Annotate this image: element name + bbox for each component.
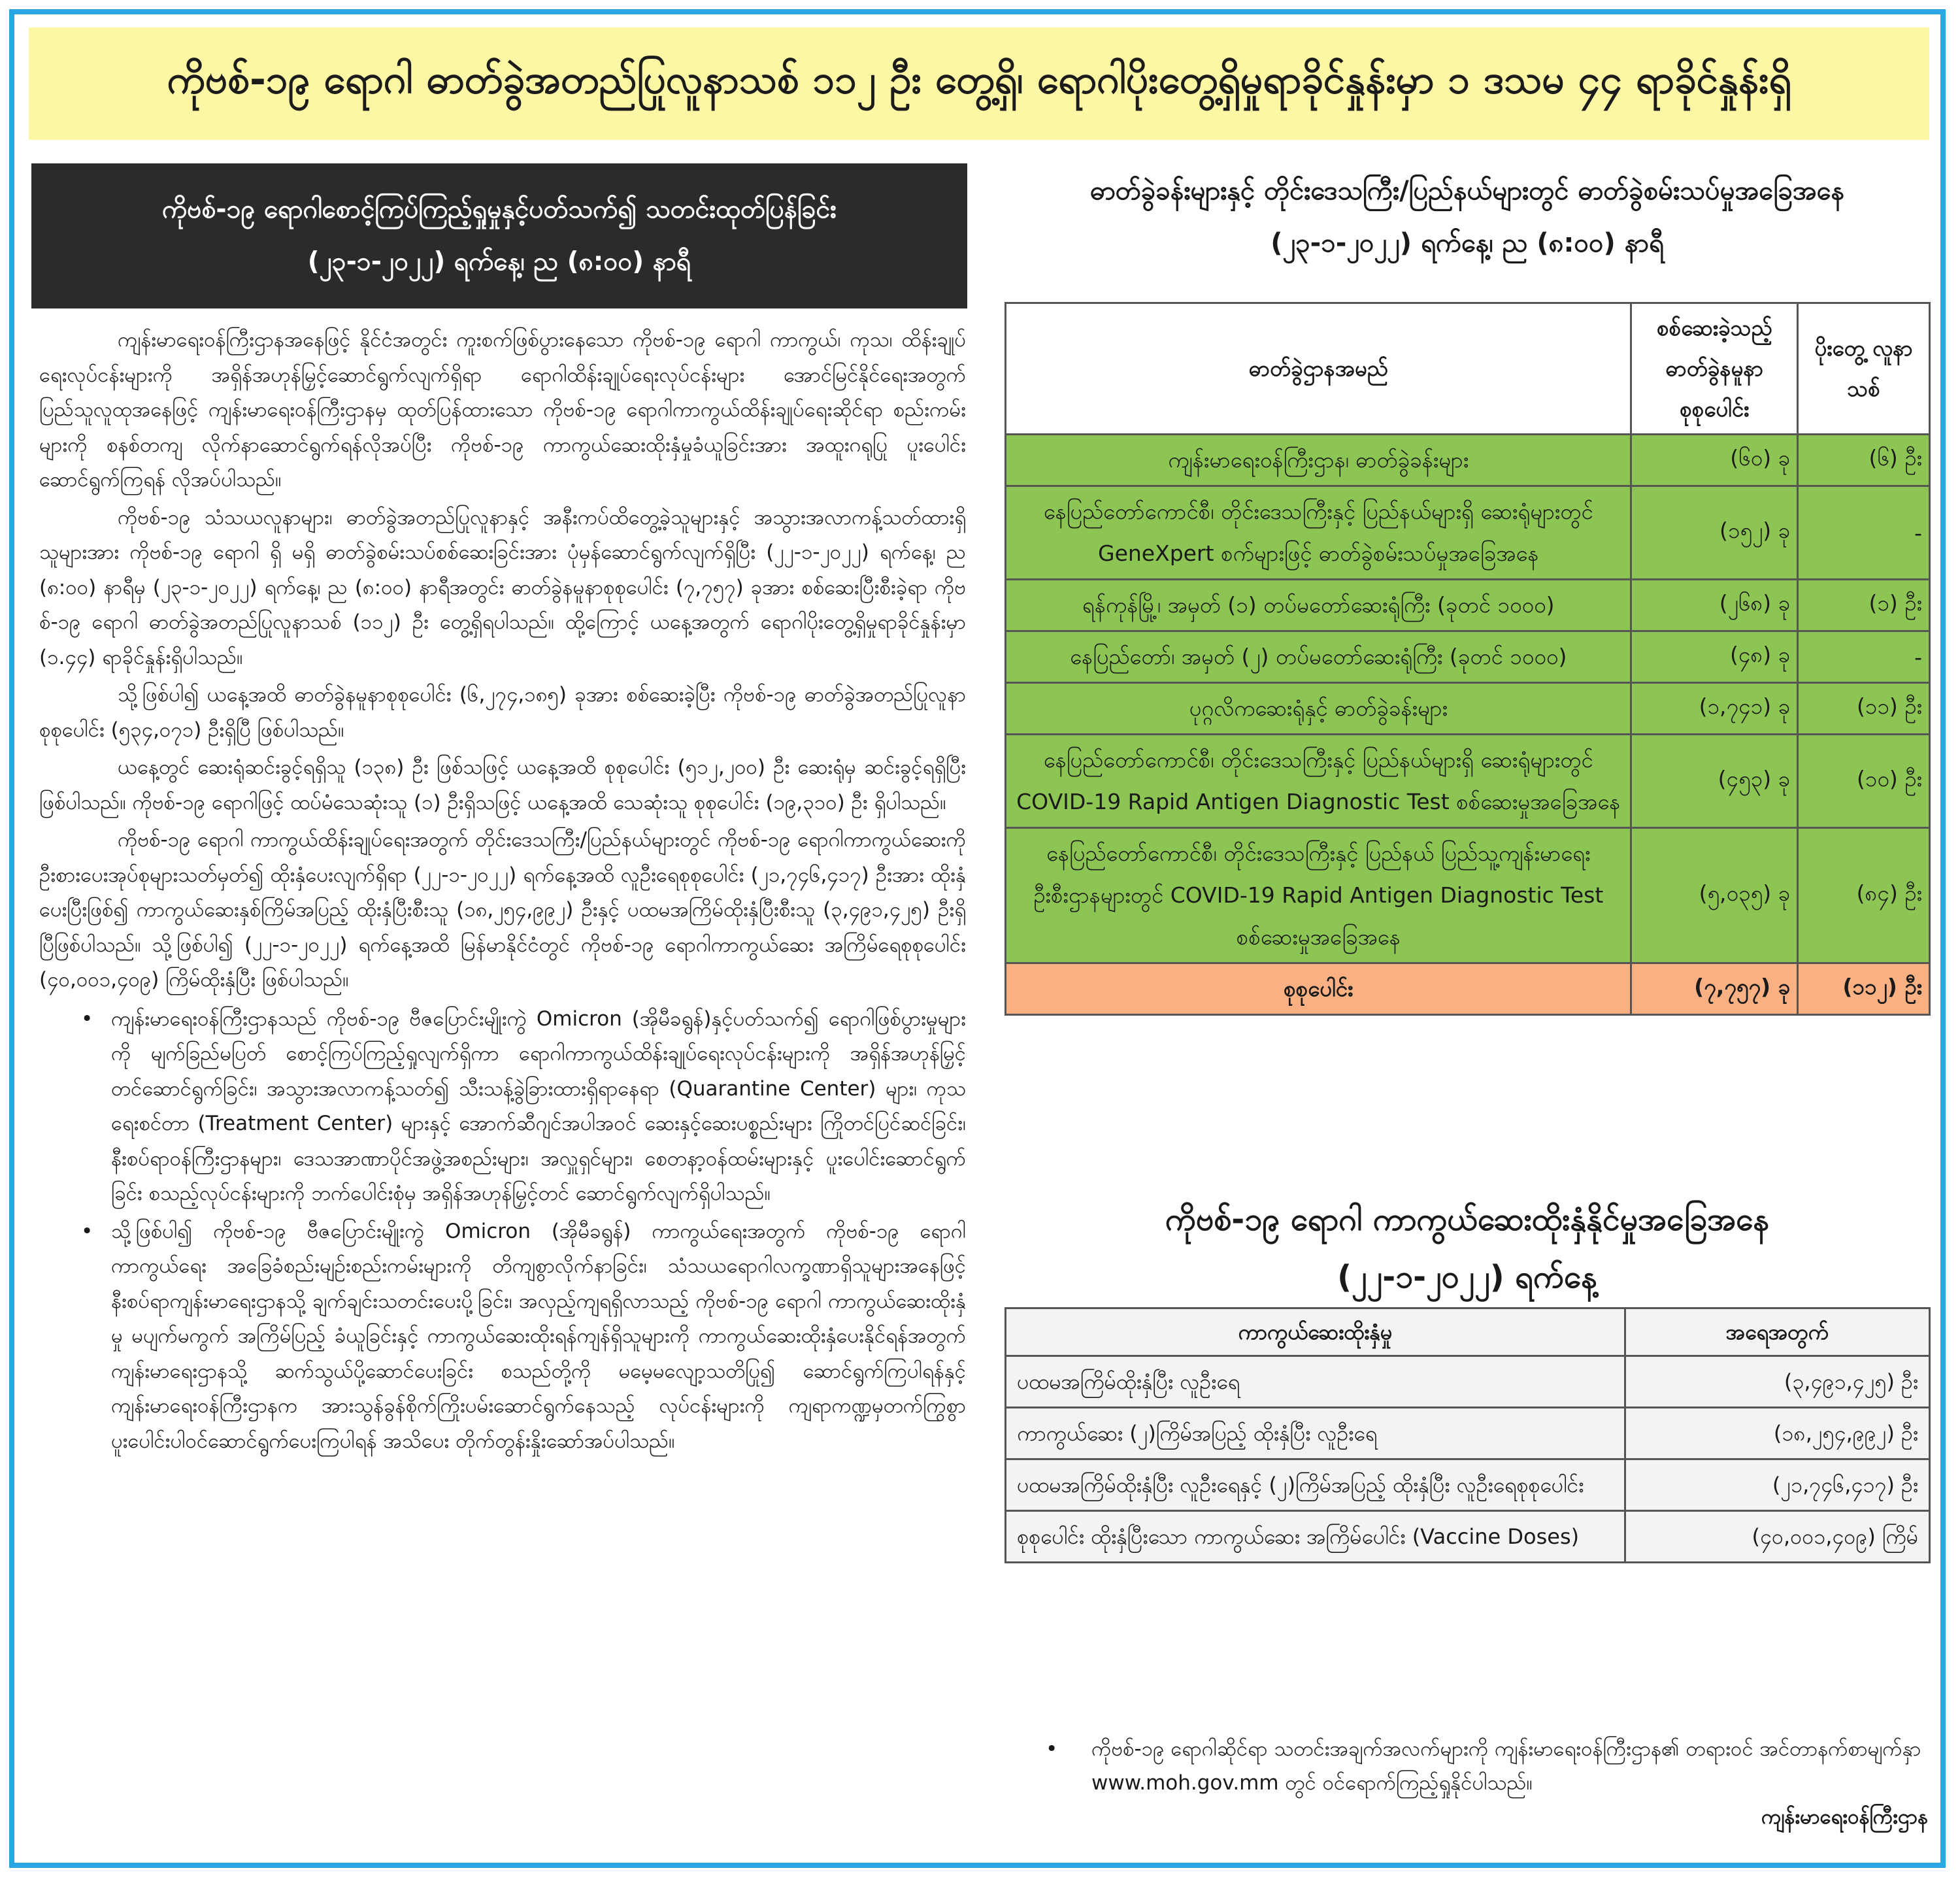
column-header-cases: ပိုးတွေ့ လူနာသစ်	[1798, 303, 1930, 435]
vaccination-label: ပထမအကြိမ်ထိုးနှံပြီး လူဦးရေ	[1006, 1356, 1625, 1408]
case-count: (၈၄) ဦး	[1798, 828, 1930, 963]
table-row	[1006, 580, 1930, 631]
sample-count: (၁၅၂) ခု	[1631, 486, 1798, 580]
vaccination-header	[1000, 1191, 1935, 1306]
vaccination-title: ကိုဗစ်-၁၉ ရောဂါ ကာကွယ်ဆေးထိုးနှံနိုင်မှုအခြေအနေ	[1165, 1201, 1770, 1238]
bullet-icon: •	[1046, 1737, 1058, 1761]
lab-testing-table	[1005, 302, 1931, 1016]
table-row	[1006, 1511, 1930, 1563]
column-header-lab: ဓာတ်ခွဲဌာနအမည်	[1006, 303, 1631, 435]
lab-name: နေပြည်တော်ကောင်စီ၊ တိုင်းဒေသကြီးနှင့် ပြည်နယ်များရှိ ဆေးရုံများတွင် GeneXpert စက်များဖြင့် ဓာတ်ခွဲစမ်းသပ်မှုအခြေအနေ	[1006, 486, 1631, 580]
table-header-row	[1006, 1308, 1930, 1356]
bullet-item: • သို့ဖြစ်ပါ၍ ကိုဗစ်-၁၉ ဗီဇပြောင်းမျိုးကွဲ Omicron (အိုမီခရွန်) ကာကွယ်ရေးအတွက် ကိုဗစ်-၁၉ ရောဂါ ကာကွယ်ရေး အခြေခံစည်းမျဉ်းစည်းကမ်းများကို တိကျစွာလိုက်နာခြင်း၊ သံသယရောဂါလက္ခဏာရှိသူများအနေဖြင့် နီးစပ်ရာကျန်းမာရေးဌာနသို့ ချက်ချင်းသတင်းပေးပို့ခြင်း၊ အလှည့်ကျရရှိလာသည့် ကိုဗစ်-၁၉ ရောဂါ ကာကွယ်ဆေးထိုးနှံမှု မပျက်မကွက် အကြိမ်ပြည့် ခံယူခြင်းနှင့် ကာကွယ်ဆေးထိုးရန်ကျန်ရှိသူများကို ကာကွယ်ဆေးထိုးနှံပေးနိုင်ရန်အတွက် ကျန်းမာရေးဌာနသို့ ဆက်သွယ်ပို့ဆောင်ပေးခြင်း စသည်တို့ကို မမေ့မလျော့သတိပြု၍ ဆောင်ရွက်ကြပါရန်နှင့် ကျန်းမာရေးဝန်ကြီးဌာနက အားသွန်ခွန်စိုက်ကြိုးပမ်းဆောင်ရွက်နေသည့် လုပ်ငန်းများကို ကျရာကဏ္ဍမှတက်ကြွစွာ ပူးပေါင်းပါဝင်ဆောင်ရွက်ပေးကြပါရန် အသိပေး တိုက်တွန်းနှိုးဆော်အပ်ပါသည်။	[39, 1214, 966, 1459]
lab-name: နေပြည်တော်၊ အမှတ် (၂) တပ်မတော်ဆေးရုံကြီး (ခုတင် ၁၀၀၀)	[1006, 631, 1631, 683]
lab-testing-title: ဓာတ်ခွဲခန်းများနှင့် တိုင်းဒေသကြီး/ပြည်နယ်များတွင် ဓာတ်ခွဲစမ်းသပ်မှုအခြေအနေ	[1089, 176, 1845, 206]
case-count: (၆) ဦး	[1798, 435, 1930, 486]
paragraph: ကျန်းမာရေးဝန်ကြီးဌာနအနေဖြင့် နိုင်ငံအတွင်း ကူးစက်ဖြစ်ပွားနေသော ကိုဗစ်-၁၉ ရောဂါ ကာကွယ်၊ ကုသ၊ ထိန်းချုပ်ရေးလုပ်ငန်းများကို အရှိန်အဟုန်မြှင့်ဆောင်ရွက်လျက်ရှိရာ ရောဂါထိန်းချုပ်ရေးလုပ်ငန်းများ အောင်မြင်နိုင်ရေးအတွက် ပြည်သူလူထုအနေဖြင့် ကျန်းမာရေးဝန်ကြီးဌာနမှ ထုတ်ပြန်ထားသော ကိုဗစ်-၁၉ ရောဂါကာကွယ်ထိန်းချုပ်ရေးဆိုင်ရာ စည်းကမ်းများကို စနစ်တကျ လိုက်နာဆောင်ရွက်ရန်လိုအပ်ပြီး ကိုဗစ်-၁၉ ကာကွယ်ဆေးထိုးနှံမှုခံယူခြင်းအား အထူးဂရုပြု ပူးပေါင်းဆောင်ရွက်ကြရန် လိုအပ်ပါသည်။	[39, 328, 966, 491]
total-cases: (၁၁၂) ဦး	[1798, 963, 1930, 1015]
table-header-row	[1006, 303, 1930, 435]
sample-count: (၁,၇၄၁) ခု	[1631, 683, 1798, 735]
paragraph: ယနေ့တွင် ဆေးရုံဆင်းခွင့်ရရှိသူ (၁၃၈) ဦး ဖြစ်သဖြင့် ယနေ့အထိ စုစုပေါင်း (၅၁၂,၂၀၀) ဦး ဆေးရုံမှ ဆင်းခွင့်ရရှိပြီး ဖြစ်ပါသည်။ ကိုဗစ်-၁၉ ရောဂါဖြင့် ထပ်မံသေဆုံးသူ (၁) ဦးရှိသဖြင့် ယနေ့အထိ သေဆုံးသူ စုစုပေါင်း (၁၉,၃၁၀) ဦး ရှိပါသည်။	[39, 756, 966, 814]
case-count: (၁၀) ဦး	[1798, 735, 1930, 828]
vaccination-value: (၃,၄၉၁,၄၂၅) ဦး	[1625, 1356, 1929, 1408]
total-label: စုစုပေါင်း	[1006, 963, 1631, 1015]
sample-count: (၄၈) ခု	[1631, 631, 1798, 683]
sample-count: (၆၀) ခု	[1631, 435, 1798, 486]
table-row	[1006, 1408, 1930, 1459]
signature: ကျန်းမာရေးဝန်ကြီးဌာန	[1761, 1805, 1928, 1829]
press-release-body	[39, 323, 966, 1461]
vaccination-table	[1005, 1307, 1931, 1563]
vaccination-value: (၂၁,၇၄၆,၄၁၇) ဦး	[1625, 1459, 1929, 1511]
case-count: (၁) ဦး	[1798, 580, 1930, 631]
table-row	[1006, 486, 1930, 580]
table-row	[1006, 1459, 1930, 1511]
footer-text: ကိုဗစ်-၁၉ ရောဂါဆိုင်ရာ သတင်းအချက်အလက်များကို ကျန်းမာရေးဝန်ကြီးဌာန၏ တရားဝင် အင်တာနက်စာမျက်နှာ www.moh.gov.mm တွင် ဝင်ရောက်ကြည့်ရှုနိုင်ပါသည်။	[1091, 1737, 1921, 1795]
press-release-header	[31, 163, 967, 308]
sample-count: (၄၅၃) ခု	[1631, 735, 1798, 828]
lab-name: နေပြည်တော်ကောင်စီ၊ တိုင်းဒေသကြီးနှင့် ပြည်နယ် ပြည်သူ့ကျန်းမာရေးဦးစီးဌာနများတွင် COVID-19 Rapid Antigen Diagnostic Test စစ်ဆေးမှုအခြေအနေ	[1006, 828, 1631, 963]
vaccination-value: (၄၀,၀၀၁,၄၀၉) ကြိမ်	[1625, 1511, 1929, 1563]
vaccination-label: ပထမအကြိမ်ထိုးနှံပြီး လူဦးရေနှင့် (၂)ကြိမ်အပြည့် ထိုးနှံပြီး လူဦးရေစုစုပေါင်း	[1006, 1459, 1625, 1511]
table-row	[1006, 631, 1930, 683]
press-release-date: (၂၃-၁-၂၀၂၂) ရက်နေ့၊ ည (၈:၀၀) နာရီ	[307, 247, 691, 276]
bullet-item: • ကျန်းမာရေးဝန်ကြီးဌာနသည် ကိုဗစ်-၁၉ ဗီဇပြောင်းမျိုးကွဲ Omicron (အိုမီခရွန်)နှင့်ပတ်သက်၍ ရောဂါဖြစ်ပွားမှုများကို မျက်ခြည်မပြတ် စောင့်ကြပ်ကြည့်ရှုလျက်ရှိကာ ရောဂါကာကွယ်ထိန်းချုပ်ရေးလုပ်ငန်းများကို အရှိန်အဟုန်မြှင့်တင်ဆောင်ရွက်ခြင်း၊ အသွားအလာကန့်သတ်၍ သီးသန့်ခွဲခြားထားရှိရာနေရာ (Quarantine Center) များ၊ ကုသရေးစင်တာ (Treatment Center) များနှင့် အောက်ဆီဂျင်အပါအဝင် ဆေးနှင့်ဆေးပစ္စည်းများ ကြိုတင်ပြင်ဆင်ခြင်း၊ နီးစပ်ရာဝန်ကြီးဌာနများ၊ ဒေသအာဏာပိုင်အဖွဲ့အစည်းများ၊ အလှူရှင်များ၊ စေတနာ့ဝန်ထမ်းများနှင့် ပူးပေါင်းဆောင်ရွက်ခြင်း စသည့်လုပ်ငန်းများကို ဘက်ပေါင်းစုံမှ အရှိန်အဟုန်မြှင့်တင် ဆောင်ရွက်လျက်ရှိပါသည်။	[39, 1002, 966, 1212]
table-row	[1006, 435, 1930, 486]
case-count: (၁၁) ဦး	[1798, 683, 1930, 735]
table-row	[1006, 828, 1930, 963]
total-samples: (၇,၇၅၇) ခု	[1631, 963, 1798, 1015]
headline-text: ကိုဗစ်-၁၉ ရောဂါ ဓာတ်ခွဲအတည်ပြုလူနာသစ် ၁၁၂ ဦး တွေ့ရှိ၊ ရောဂါပိုးတွေ့ရှိမှုရာခိုင်နှုန်းမှာ ၁ ဒသမ ၄၄ ရာခိုင်နှုန်းရှိ	[167, 57, 1791, 103]
lab-name: ကျန်းမာရေးဝန်ကြီးဌာန၊ ဓာတ်ခွဲခန်းများ	[1006, 435, 1631, 486]
sample-count: (၂၆၈) ခု	[1631, 580, 1798, 631]
headline-banner	[29, 27, 1929, 140]
bullet-list	[39, 1002, 966, 1459]
lab-testing-date: (၂၃-၁-၂၀၂၂) ရက်နေ့၊ ည (၈:၀၀) နာရီ	[1271, 228, 1664, 258]
column-header-vaccination: ကာကွယ်ဆေးထိုးနှံမှု	[1006, 1308, 1625, 1356]
paragraph: ကိုဗစ်-၁၉ ရောဂါ ကာကွယ်ထိန်းချုပ်ရေးအတွက် တိုင်းဒေသကြီး/ပြည်နယ်များတွင် ကိုဗစ်-၁၉ ရောဂါကာကွယ်ဆေးကို ဦးစားပေးအုပ်စုများသတ်မှတ်၍ ထိုးနှံပေးလျက်ရှိရာ (၂၂-၁-၂၀၂၂) ရက်နေ့အထိ လူဦးရေစုစုပေါင်း (၂၁,၇၄၆,၄၁၇) ဦးအား ထိုးနှံပေးပြီးဖြစ်၍ ကာကွယ်ဆေးနှစ်ကြိမ်အပြည့် ထိုးနှံပြီးစီးသူ (၁၈,၂၅၄,၉၉၂) ဦးနှင့် ပထမအကြိမ်ထိုးနှံပြီးစီးသူ (၃,၄၉၁,၄၂၅) ဦးရှိပြီဖြစ်ပါသည်။ သို့ဖြစ်ပါ၍ (၂၂-၁-၂၀၂၂) ရက်နေ့အထိ မြန်မာနိုင်ငံတွင် ကိုဗစ်-၁၉ ရောဂါကာကွယ်ဆေး အကြိမ်ရေစုစုပေါင်း (၄၀,၀၀၁,၄၀၉) ကြိမ်ထိုးနှံပြီး ဖြစ်ပါသည်။	[39, 828, 966, 991]
paragraph: ကိုဗစ်-၁၉ သံသယလူနာများ၊ ဓာတ်ခွဲအတည်ပြုလူနာနှင့် အနီးကပ်ထိတွေ့ခဲ့သူများနှင့် အသွားအလာကန့်သတ်ထားရှိသူများအား ကိုဗစ်-၁၉ ရောဂါ ရှိ မရှိ ဓာတ်ခွဲစမ်းသပ်စစ်ဆေးခြင်းအား ပုံမှန်ဆောင်ရွက်လျက်ရှိပြီး (၂၂-၁-၂၀၂၂) ရက်နေ့၊ ည (၈:၀၀) နာရီမှ (၂၃-၁-၂၀၂၂) ရက်နေ့၊ ည (၈:၀၀) နာရီအတွင်း ဓာတ်ခွဲနမူနာစုစုပေါင်း (၇,၇၅၇) ခုအား စစ်ဆေးပြီးစီးခဲ့ရာ ကိုဗစ်-၁၉ ရောဂါ ဓာတ်ခွဲအတည်ပြုလူနာသစ် (၁၁၂) ဦး တွေ့ရှိရပါသည်။ ထို့ကြောင့် ယနေ့အတွက် ရောဂါပိုးတွေ့ရှိမှုရာခိုင်နှုန်းမှာ (၁.၄၄) ရာခိုင်နှုန်းရှိပါသည်။	[39, 505, 966, 669]
table-row	[1006, 683, 1930, 735]
vaccination-label: စုစုပေါင်း ထိုးနှံပြီးသော ကာကွယ်ဆေး အကြိမ်ပေါင်း (Vaccine Doses)	[1006, 1511, 1625, 1563]
column-header-samples: စစ်ဆေးခဲ့သည့် ဓာတ်ခွဲနမူနာ စုစုပေါင်း	[1631, 303, 1798, 435]
case-count: -	[1798, 631, 1930, 683]
lab-name: ပုဂ္ဂလိကဆေးရုံနှင့် ဓာတ်ခွဲခန်းများ	[1006, 683, 1631, 735]
press-release-title: ကိုဗစ်-၁၉ ရောဂါစောင့်ကြပ်ကြည့်ရှုမှုနှင့်ပတ်သက်၍ သတင်းထုတ်ပြန်ခြင်း	[162, 195, 837, 224]
lab-name: ရန်ကုန်မြို့၊ အမှတ် (၁) တပ်မတော်ဆေးရုံကြီး (ခုတင် ၁၀၀၀)	[1006, 580, 1631, 631]
column-header-count: အရေအတွက်	[1625, 1308, 1929, 1356]
vaccination-value: (၁၈,၂၅၄,၉၉၂) ဦး	[1625, 1408, 1929, 1459]
lab-testing-header	[1000, 165, 1935, 269]
paragraph: သို့ဖြစ်ပါ၍ ယနေ့အထိ ဓာတ်ခွဲနမူနာစုစုပေါင်း (၆,၂၇၄,၁၈၅) ခုအား စစ်ဆေးခဲ့ပြီး ကိုဗစ်-၁၉ ဓာတ်ခွဲအတည်ပြုလူနာစုစုပေါင်း (၅၃၄,၀၇၁) ဦးရှိပြီ ဖြစ်ပါသည်။	[39, 683, 966, 742]
sample-count: (၅,၀၃၅) ခု	[1631, 828, 1798, 963]
table-row	[1006, 735, 1930, 828]
vaccination-date: (၂၂-၁-၂၀၂၂) ရက်နေ့	[1337, 1259, 1597, 1295]
table-total-row	[1006, 963, 1930, 1015]
case-count: -	[1798, 486, 1930, 580]
footer-note	[1046, 1732, 1928, 1834]
vaccination-label: ကာကွယ်ဆေး (၂)ကြိမ်အပြည့် ထိုးနှံပြီး လူဦးရေ	[1006, 1408, 1625, 1459]
table-row	[1006, 1356, 1930, 1408]
lab-name: နေပြည်တော်ကောင်စီ၊ တိုင်းဒေသကြီးနှင့် ပြည်နယ်များရှိ ဆေးရုံများတွင် COVID-19 Rapid Antigen Diagnostic Test စစ်ဆေးမှုအခြေအနေ	[1006, 735, 1631, 828]
